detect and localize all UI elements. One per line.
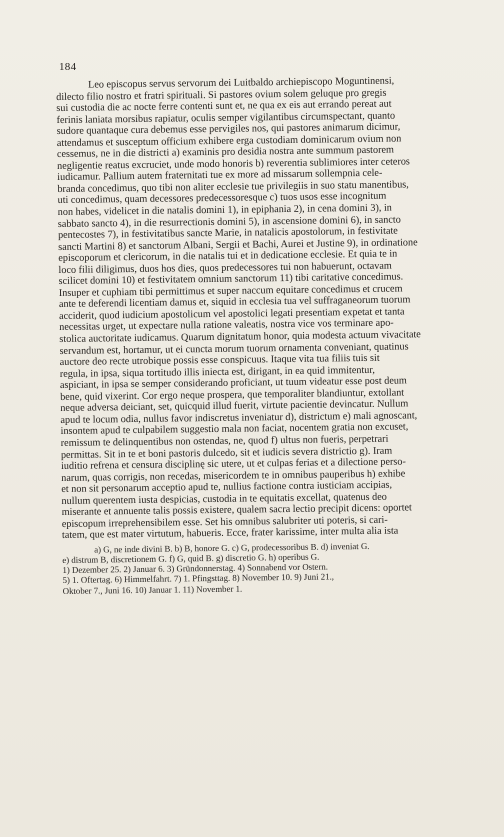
body-line: sancti Martini 8) et sanctorum Albani, Sergii et Bachi, Aurei et Justine 9), in ordinatione bbox=[58, 236, 418, 253]
body-line: neque adversa deiciant, set, quicquid illud fuerit, virtute pacientie devincatur. Nullum bbox=[60, 398, 409, 415]
body-line: iuditio refrena et censura disciplinę sic utere, ut et culpas ferias et a dilectione perso- bbox=[60, 456, 406, 473]
body-line: acciderit, quod iudicium apostolicum vel apostolici legati presentiam expetat et tanta bbox=[59, 306, 405, 322]
body-line: stolica auctoritate iudicamus. Quarum dignitatum honor, quia modesta actuum vivacitate bbox=[59, 329, 421, 346]
footnote-line: 1) Dezember 25. 2) Januar 6. 3) Gründonnerstag. 4) Sonnabend vor Ostern. bbox=[62, 561, 329, 576]
footnote-line: a) G, ne inde divini B. b) B, honore G. c) G, prodecessoribus B. d) inveniat G. bbox=[94, 540, 370, 555]
letter-text-block bbox=[56, 75, 483, 596]
body-line: apud te locum odia, nullus favor indiscretus inveniatur d), districtum e) mali agnoscant, bbox=[60, 410, 418, 426]
body-line: dilecto filio nostro et fratri spirituali. Si pastores ovium solem geluque pro gregis bbox=[56, 87, 387, 103]
body-line: regula, in ipsa, siqua tortitudo illis iniecta est, dirigant, in ea quid immitentur, bbox=[59, 364, 375, 380]
body-line: sabbato sancto 4), in die resurrectionis domini 5), in ascensione domini 6), in sancto bbox=[57, 214, 401, 230]
body-line: iudicamur. Pallium autem fraternitati tue ex more ad missarum sollempnia cele- bbox=[57, 168, 383, 184]
body-line: ferinis laniata morsibus rapiatur, oculis semper vigilantibus circumspectant, quanto bbox=[56, 110, 396, 126]
body-line: uti concedimus, quam decessores predecessoresque c) tuos usos esse incognitum bbox=[57, 191, 387, 207]
page-number: 184 bbox=[59, 61, 77, 73]
body-line: aspiciant, in ipsa se semper considerando proficiant, ut tuum videatur esse post deum bbox=[59, 375, 407, 392]
body-line: Leo episcopus servus servorum dei Luitbaldo archiepiscopo Moguntinensi, bbox=[87, 75, 395, 91]
footnotes bbox=[62, 539, 483, 595]
body-line: scilicet domini 10) et festivitatem omnium sanctorum 11) tibi caritative concedimus. bbox=[58, 271, 404, 288]
body-line: loco filii diligimus, duos hos dies, quos predecessores tui non habuerunt, octavam bbox=[58, 260, 392, 276]
footnote-line: e) distrum B, discretionem G. f) G, quid B. g) discretio G. h) operibus G. bbox=[62, 551, 320, 566]
body-line: tatem, que est mater virtutum, habueris. Ecce, frater karissime, inter multa alia ista bbox=[61, 525, 399, 542]
body-line: Insuper et cuphiam tibi permittimus et super naccum equitare concedimus et crucem bbox=[58, 283, 403, 299]
body-line: remissum te delinquentibus non ostendas, ne, quod f) ultus non fueris, perpetrari bbox=[60, 433, 389, 449]
body-line: episcopum irreprehensibilem esse. Set his omnibus salubriter uti poteris, si cari- bbox=[61, 514, 388, 530]
footnote-line: 5) 1. Oftertag. 6) Himmelfahrt. 7) 1. Pfingsttag. 8) November 10. 9) Juni 21., bbox=[62, 571, 335, 586]
body-line: pentecostes 7), in festivitatibus sancte Marie, in natalicis apostolorum, in festivitate bbox=[57, 225, 398, 242]
body-line: et non sit personarum acceptio apud te, nullius factione contra iusticiam accipias, bbox=[61, 479, 393, 496]
body-line: ante te deferendi licentiam damus et, siquid in ecclesia tua vel suffraganeorum tuorum bbox=[58, 294, 411, 311]
body-line: miserante et annuente talis possis existere, qualem sacra lectio precipit dicens: oportet bbox=[61, 502, 412, 519]
body-line: bene, quid vixerint. Cor ergo neque prospera, que temporaliter blandiuntur, extollant bbox=[60, 387, 405, 403]
body-line: attendamus et susceptum officium exhibere erga custodiam dominicarum ovium non bbox=[56, 133, 402, 149]
body-line: nullum querentem iusta despicias, custodia in te equitatis excellat, quatenus deo bbox=[61, 491, 387, 507]
body-line: servandum est, hortamur, ut ei cuncta morum tuorum ornamenta conveniant, quatinus bbox=[59, 340, 409, 357]
body-line: permittas. Sit in te et boni pastoris dulcedo, sit et iudicis severa districtio g). Iram bbox=[60, 445, 393, 461]
body-line: negligentie reatus excruciet, unde modo honoris b) reverentia sublimiores inter ceteros bbox=[57, 156, 410, 172]
body-line: sui custodia die ac nocte ferre contenti sunt et, ne qua ex eis aut errando pereat aut bbox=[56, 98, 392, 115]
body-line: episcoporum et clericorum, in die natalis tui et in dedicatione ecclesie. Et quia te in bbox=[58, 248, 398, 265]
body-line: sudore quantaque cura debemus esse pervigiles nos, qui pastores animarum dicimur, bbox=[56, 121, 401, 138]
body-line: branda concedimus, quo tibi non aliter ecclesie tue privilegiis in suo statu manentibus, bbox=[57, 179, 409, 195]
body-line: necessitas urget, ut expectare nulla ratione valeatis, nostra vice vos terminare apo- bbox=[59, 318, 394, 334]
body-line: auctore deo recte utrobique possis esse conspicuus. Itaque vita tua filiis tuis sit bbox=[59, 352, 380, 369]
body-line: insontem apud te culpabilem suggestio mala non faciat, nocentem gratia non excuset, bbox=[60, 421, 409, 438]
body-line: cessemus, ne in die districti a) examinis pro desidia nostra ante summum pastorem bbox=[56, 144, 394, 161]
body-line: non habes, videlicet in die natalis domini 1), in epiphania 2), in cena domini 3), in bbox=[57, 202, 392, 219]
footnote-line: Oktober 7., Juni 16. 10) Januar 1. 11) November 1. bbox=[62, 583, 243, 596]
letter-body bbox=[56, 75, 482, 542]
body-line: narum, quas corrigis, non recedas, misericordem te in omnibus pauperibus h) exhibe bbox=[61, 468, 406, 484]
